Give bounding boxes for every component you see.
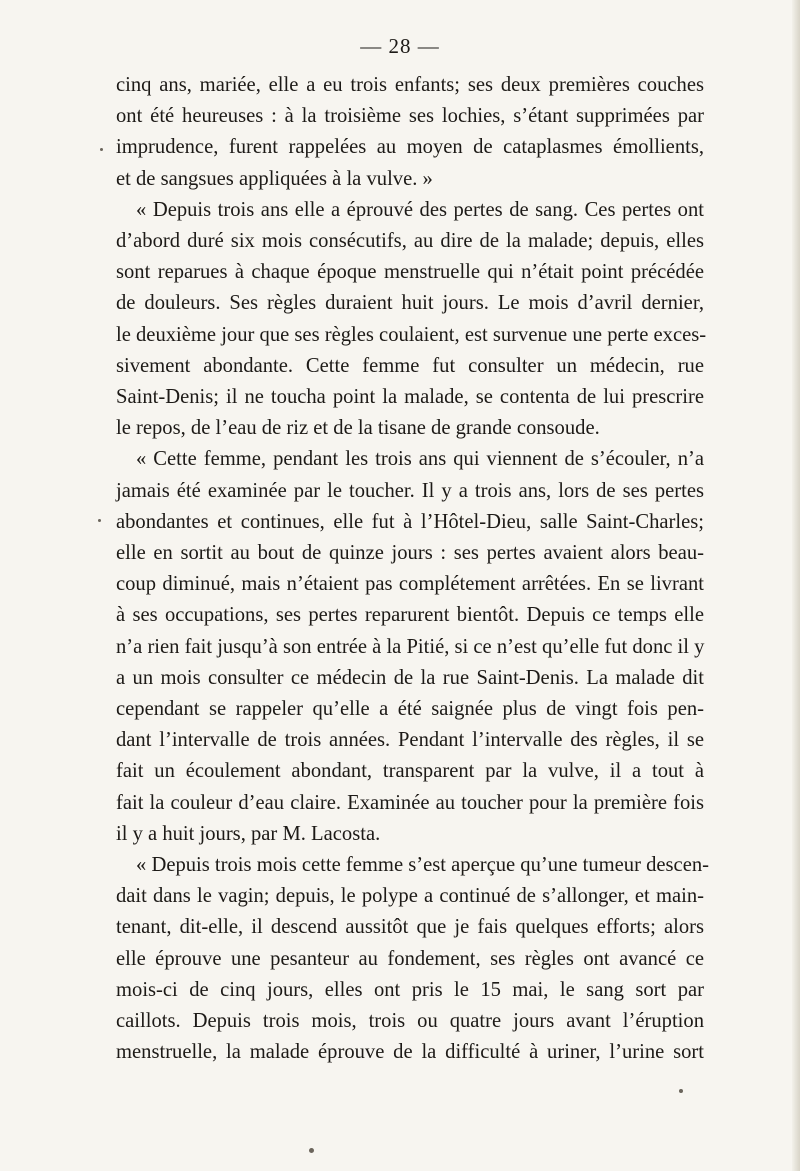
text-line: n’a rien fait jusqu’à son entrée à la Pitié, si ce n’est qu’elle fut donc il y: [116, 635, 705, 658]
text-line: jamais été examinée par le toucher. Il y a trois ans, lors de ses pertes: [116, 479, 704, 502]
text-line: d’abord duré six mois consécutifs, au dire de la malade; depuis, elles: [116, 230, 704, 253]
text-line: coup diminué, mais n’étaient pas complétement arrêtées. En se livrant: [116, 573, 704, 596]
text-line: menstruelle, la malade éprouve de la difficulté à uriner, l’urine sort: [116, 1041, 704, 1064]
text-line: cinq ans, mariée, elle a eu trois enfants; ses deux premières couches: [116, 74, 704, 96]
text-line: il y a huit jours, par M. Lacosta.: [116, 822, 381, 845]
text-line: sont reparues à chaque époque menstruelle qui n’était point précédée: [116, 261, 704, 284]
text-line: dant l’intervalle de trois années. Pendant l’intervalle des règles, il se: [116, 729, 704, 752]
text-line: fait la couleur d’eau claire. Examinée au toucher pour la première fois: [116, 791, 704, 814]
text-line: a un mois consulter ce médecin de la rue Saint-Denis. La malade dit: [116, 666, 704, 689]
text-line: elle en sortit au bout de quinze jours : ses pertes avaient alors beau-: [116, 542, 704, 565]
text-line: le repos, de l’eau de riz et de la tisane de grande consoude.: [116, 417, 600, 440]
text-line: caillots. Depuis trois mois, trois ou quatre jours avant l’éruption: [116, 1010, 704, 1033]
text-line: de douleurs. Ses règles duraient huit jours. Le mois d’avril dernier,: [116, 292, 704, 315]
paragraph-start: « Depuis trois mois cette femme s’est aperçue qu’une tumeur descen-: [136, 854, 709, 877]
page-edge: [792, 0, 800, 1171]
text-line: fait un écoulement abondant, transparent par la vulve, il a tout à: [116, 760, 704, 783]
ink-speck: [679, 1089, 683, 1093]
ink-speck: [100, 148, 103, 151]
text-line: sivement abondante. Cette femme fut consulter un médecin, rue: [116, 354, 704, 377]
text-line: ont été heureuses : à la troisième ses lochies, s’étant supprimées par: [116, 105, 704, 128]
ink-speck: [309, 1148, 314, 1153]
page-number: — 28 —: [360, 34, 440, 58]
text-line: cependant se rappeler qu’elle a été saignée plus de vingt fois pen-: [116, 698, 704, 721]
text-line: imprudence, furent rappelées au moyen de cataplasmes émollients,: [116, 136, 704, 159]
text-line: elle éprouve une pesanteur au fondement, ses règles ont avancé ce: [116, 947, 704, 970]
text-line: le deuxième jour que ses règles coulaient, est survenue une perte exces-: [116, 323, 707, 346]
paragraph-start: « Cette femme, pendant les trois ans qui viennent de s’écouler, n’a: [136, 448, 704, 471]
text-line: dait dans le vagin; depuis, le polype a continué de s’allonger, et main-: [116, 885, 704, 908]
text-line: Saint-Denis; il ne toucha point la malade, se contenta de lui prescrire: [116, 386, 704, 409]
text-line: mois-ci de cinq jours, elles ont pris le 15 mai, le sang sort par: [116, 978, 704, 1001]
paragraph-start: « Depuis trois ans elle a éprouvé des pertes de sang. Ces pertes ont: [136, 198, 704, 221]
text-line: abondantes et continues, elle fut à l’Hôtel-Dieu, salle Saint-Charles;: [116, 510, 704, 533]
body-text: [116, 70, 709, 1069]
text-line: à ses occupations, ses pertes reparurent bientôt. Depuis ce temps elle: [116, 604, 704, 627]
text-line: tenant, dit-elle, il descend aussitôt que je fais quelques efforts; alors: [116, 916, 704, 939]
ink-speck: [98, 519, 101, 522]
text-line: et de sangsues appliquées à la vulve. »: [116, 167, 433, 190]
